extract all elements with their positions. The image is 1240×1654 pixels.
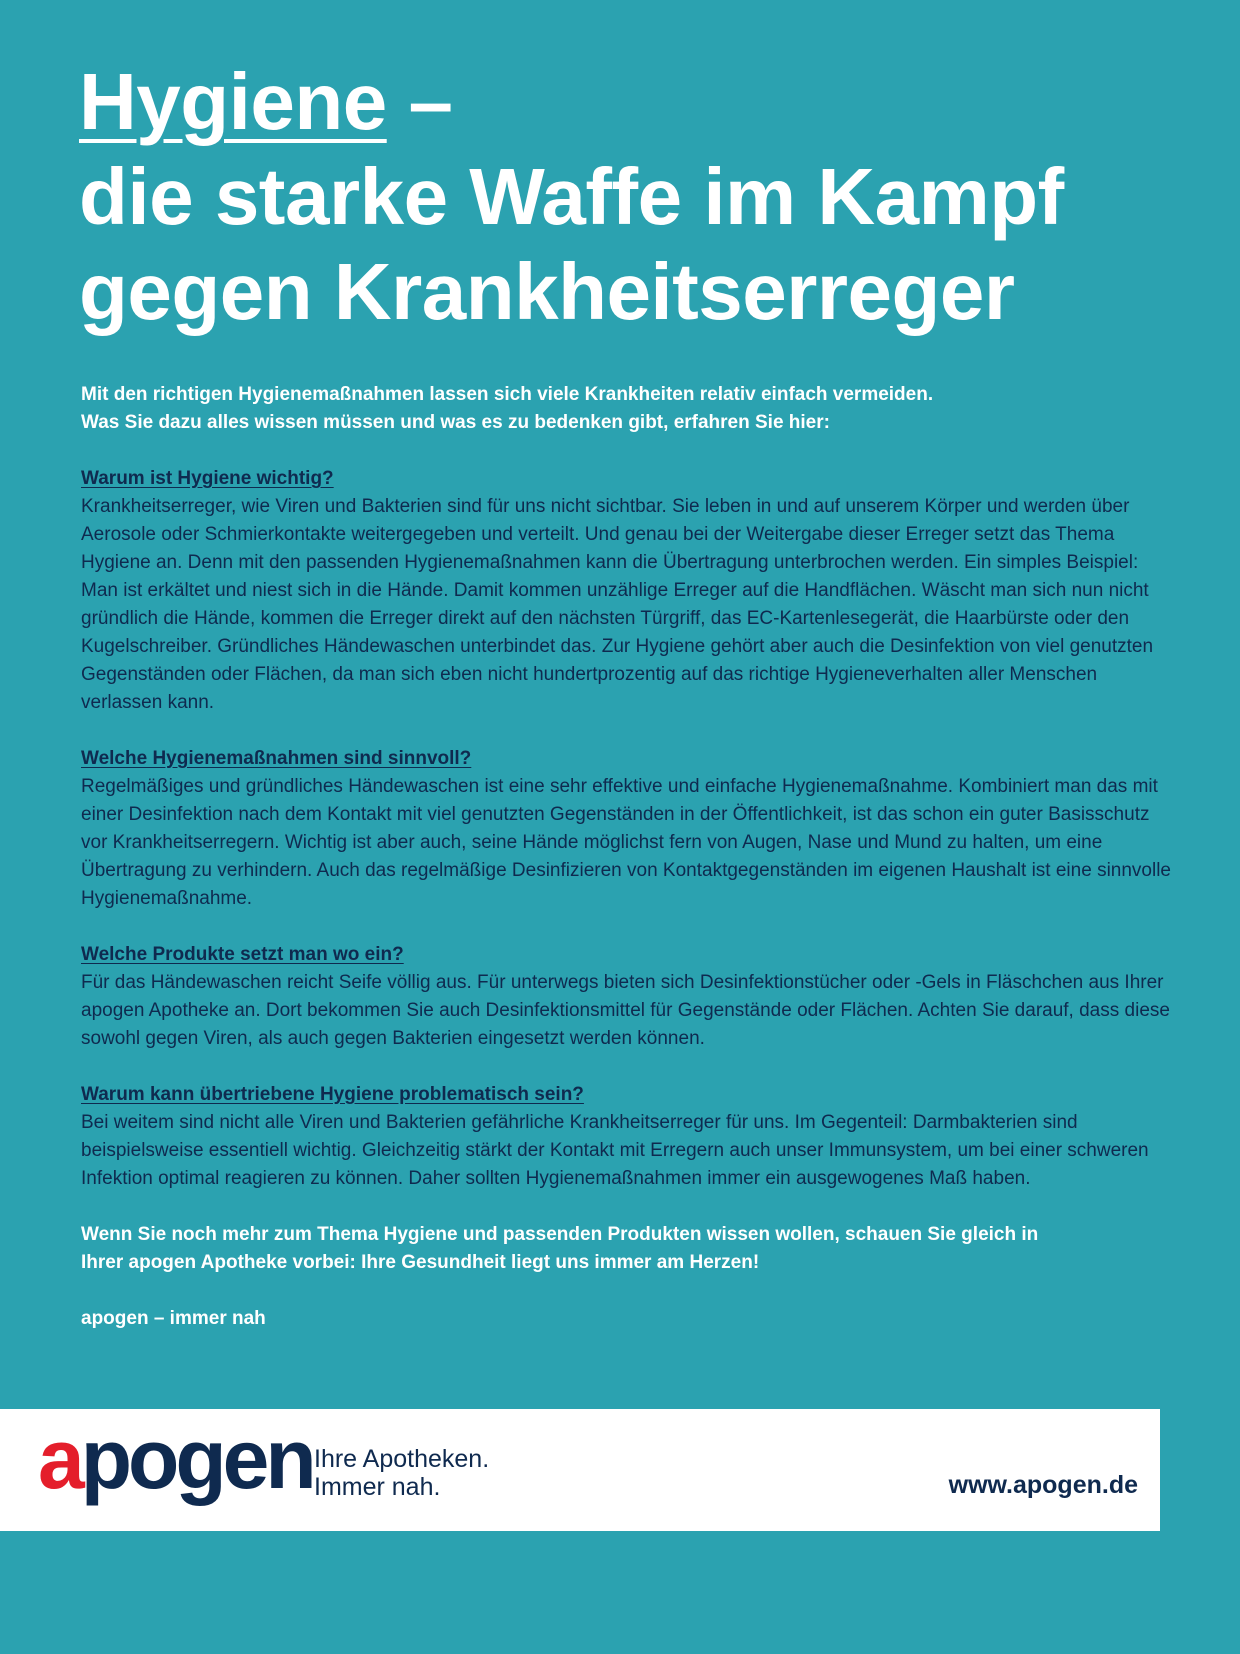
apogen-logo [38, 1412, 313, 1506]
headline-keyword: Hygiene [79, 57, 387, 146]
closing-line-2: Ihrer apogen Apotheke vorbei: Ihre Gesundheit liegt uns immer am Herzen! [81, 1252, 760, 1273]
brand-claim [314, 1445, 489, 1501]
claim-line-1: Ihre Apotheken. [314, 1445, 490, 1473]
section-text: Krankheitserreger, wie Viren und Bakterien sind für uns nicht sichtbar. Sie leben in und auf unserem Körper und werden über Aerosole oder Schmierkontakte weitergegeben und verteilt. Und genau bei der Weitergabe dieser Erreger setzt das Thema Hygiene an. Denn mit den passenden Hygienemaßnahmen kann die Übertragung unterbrochen werden. Ein simples Beispiel: Man ist erkältet und niest sich in die Hände. Damit kommen unzählige Erreger auf die Handflächen. Wäscht man sich nun nicht gründlich die Hände, kommen die Erreger direkt auf den nächsten Türgriff, das EC-Kartenlesegerät, die Haarbürste oder den Kugelschreiber. Gründliches Händewaschen unterbindet das. Zur Hygiene gehört aber auch die Desinfektion von viel genutzten Gegenständen oder Flächen, da man sich eben nicht hundertprozentig auf das richtige Hygieneverhalten aller Menschen verlassen kann. [81, 496, 1154, 713]
logo-wordmark: pogen [80, 1412, 313, 1506]
closing-line-1: Wenn Sie noch mehr zum Thema Hygiene und passenden Produkten wissen wollen, schauen Sie gleich in [81, 1224, 1039, 1245]
intro-line-1: Mit den richtigen Hygienemaßnahmen lassen sich viele Krankheiten relativ einfach vermeiden. [81, 384, 934, 405]
section-text: Regelmäßiges und gründliches Händewaschen ist eine sehr effektive und einfache Hygienemaßnahme. Kombiniert man das mit einer Desinfektion nach dem Kontakt mit viel genutzten Gegenständen in der Öffentlichkeit, ist das schon ein guter Basisschutz vor Krankheitserregern. Wichtig ist aber auch, seine Hände möglichst fern von Augen, Nase und Mund zu halten, um eine Übertragung zu verhindern. Auch das regelmäßige Desinfizieren von Kontaktgegenständen im eigenen Haushalt ist eine sinnvolle Hygienemaßnahme. [81, 776, 1171, 909]
logo-letter-a: a [38, 1412, 81, 1506]
section-products [81, 941, 1171, 1053]
intro [81, 381, 1171, 437]
closing-text [81, 1221, 1171, 1277]
headline-line-3: gegen Krankheitserreger [79, 247, 1015, 336]
headline-dash: – [386, 57, 453, 146]
headline-line-2: die starke Waffe im Kampf [79, 152, 1064, 241]
section-measures [81, 745, 1171, 913]
section-heading: Warum ist Hygiene wichtig? [81, 468, 334, 489]
website-url: www.apogen.de [948, 1471, 1138, 1499]
section-heading: Welche Hygienemaßnahmen sind sinnvoll? [81, 748, 472, 769]
tagline: apogen – immer nah [81, 1308, 266, 1329]
section-heading: Welche Produkte setzt man wo ein? [81, 944, 404, 965]
footer-banner [0, 1409, 1160, 1531]
article-body [81, 381, 1171, 1352]
section-text: Bei weitem sind nicht alle Viren und Bakterien gefährliche Krankheitserreger für uns. Im Gegenteil: Darmbakterien sind beispielsweise essentiell wichtig. Gleichzeitig stärkt der Kontakt mit Erregern auch unser Immunsystem, um bei einer schweren Infektion optimal reagieren zu können. Daher sollten Hygienemaßnahmen immer ein ausgewogenes Maß haben. [81, 1112, 1149, 1189]
claim-line-2: Immer nah. [314, 1473, 441, 1501]
section-excessive-hygiene [81, 1081, 1171, 1193]
section-text: Für das Händewaschen reicht Seife völlig aus. Für unterwegs bieten sich Desinfektionstücher oder -Gels in Fläschchen aus Ihrer apogen Apotheke an. Dort bekommen Sie auch Desinfektionsmittel für Gegenstände oder Flächen. Achten Sie darauf, dass diese sowohl gegen Viren, als auch gegen Bakterien eingesetzt werden können. [81, 972, 1170, 1049]
headline [79, 54, 1179, 339]
intro-line-2: Was Sie dazu alles wissen müssen und was es zu bedenken gibt, erfahren Sie hier: [81, 412, 830, 433]
headline-line-1 [79, 54, 1179, 149]
section-why-hygiene [81, 465, 1171, 717]
section-heading: Warum kann übertriebene Hygiene problematisch sein? [81, 1084, 584, 1105]
